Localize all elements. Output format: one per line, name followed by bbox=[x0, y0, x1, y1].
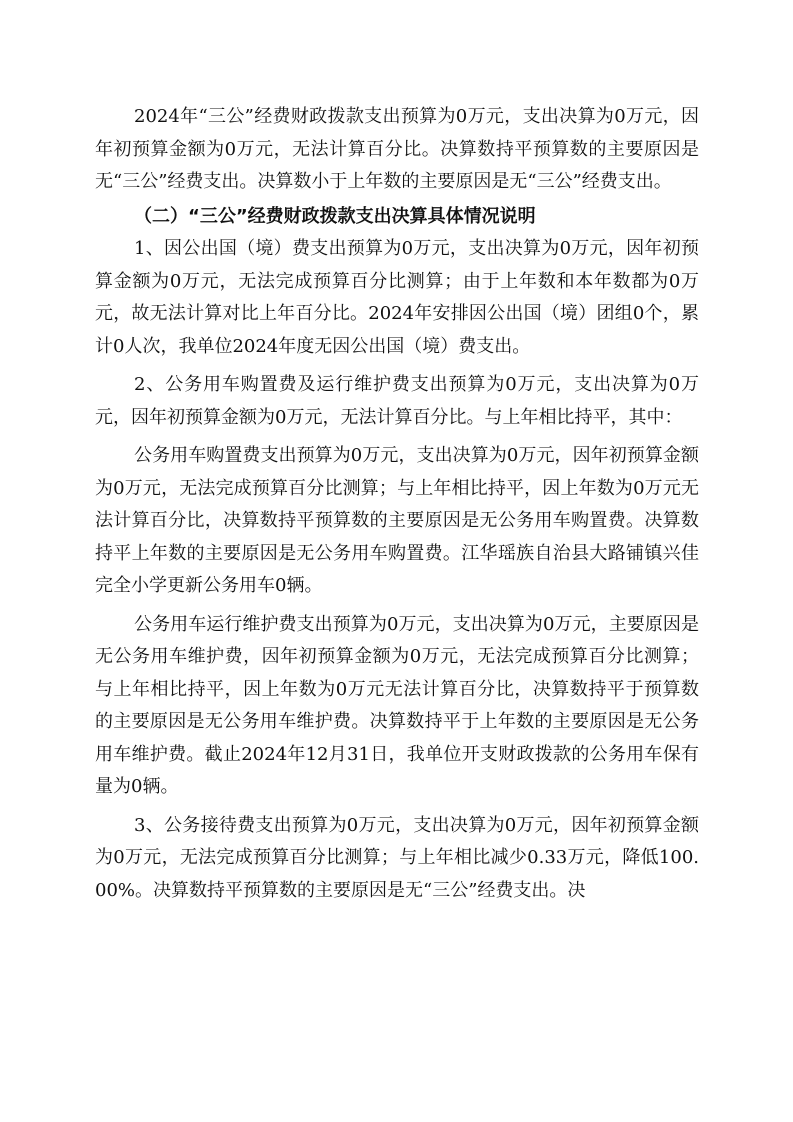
paragraph-overseas-travel: 1、因公出国（境）费支出预算为0万元，支出决算为0万元，因年初预算金额为0万元，无法完成预算百分比测算；由于上年数和本年数都为0万元，故无法计算对比上年百分比。2024年安排因公出国（境）团组0个，累计0人次，我单位2024年度无因公出国（境）费支出。 bbox=[95, 238, 699, 357]
paragraph-vehicle-maintenance: 公务用车运行维护费支出预算为0万元，支出决算为0万元，主要原因是无公务用车维护费，因年初预算金额为0万元，无法完成预算百分比测算；与上年相比持平，因上年数为0万元无法计算百分比，决算数持平于预算数的主要原因是无公务用车维护费。决算数持平于上年数的主要原因是无公务用车维护费。截止2024年12月31日，我单位开支财政拨款的公务用车保有量为0辆。 bbox=[95, 613, 699, 797]
paragraph-summary: 2024年“三公”经费财政拨款支出预算为0万元，支出决算为0万元，因年初预算金额为0万元，无法计算百分比。决算数持平预算数的主要原因是无“三公”经费支出。决算数小于上年数的主要原因是无“三公”经费支出。 bbox=[95, 106, 699, 192]
paragraph-vehicle-purchase: 公务用车购置费支出预算为0万元，支出决算为0万元，因年初预算金额为0万元，无法完成预算百分比测算；与上年相比持平，因上年数为0万元无法计算百分比，决算数持平预算数的主要原因是无公务用车购置费。决算数持平上年数的主要原因是无公务用车购置费。江华瑶族自治县大路铺镇兴佳完全小学更新公务用车0辆。 bbox=[95, 445, 699, 596]
paragraph-reception: 3、公务接待费支出预算为0万元，支出决算为0万元，因年初预算金额为0万元，无法完成预算百分比测算；与上年相比减少0.33万元，降低100.00%。决算数持平预算数的主要原因是无“三公”经费支出。决 bbox=[95, 814, 699, 901]
paragraph-vehicle-total: 2、公务用车购置费及运行维护费支出预算为0万元，支出决算为0万元，因年初预算金额为0万元，无法计算百分比。与上年相比持平，其中： bbox=[95, 374, 699, 428]
section-heading: （二）“三公”经费财政拨款支出决算具体情况说明 bbox=[134, 205, 536, 227]
